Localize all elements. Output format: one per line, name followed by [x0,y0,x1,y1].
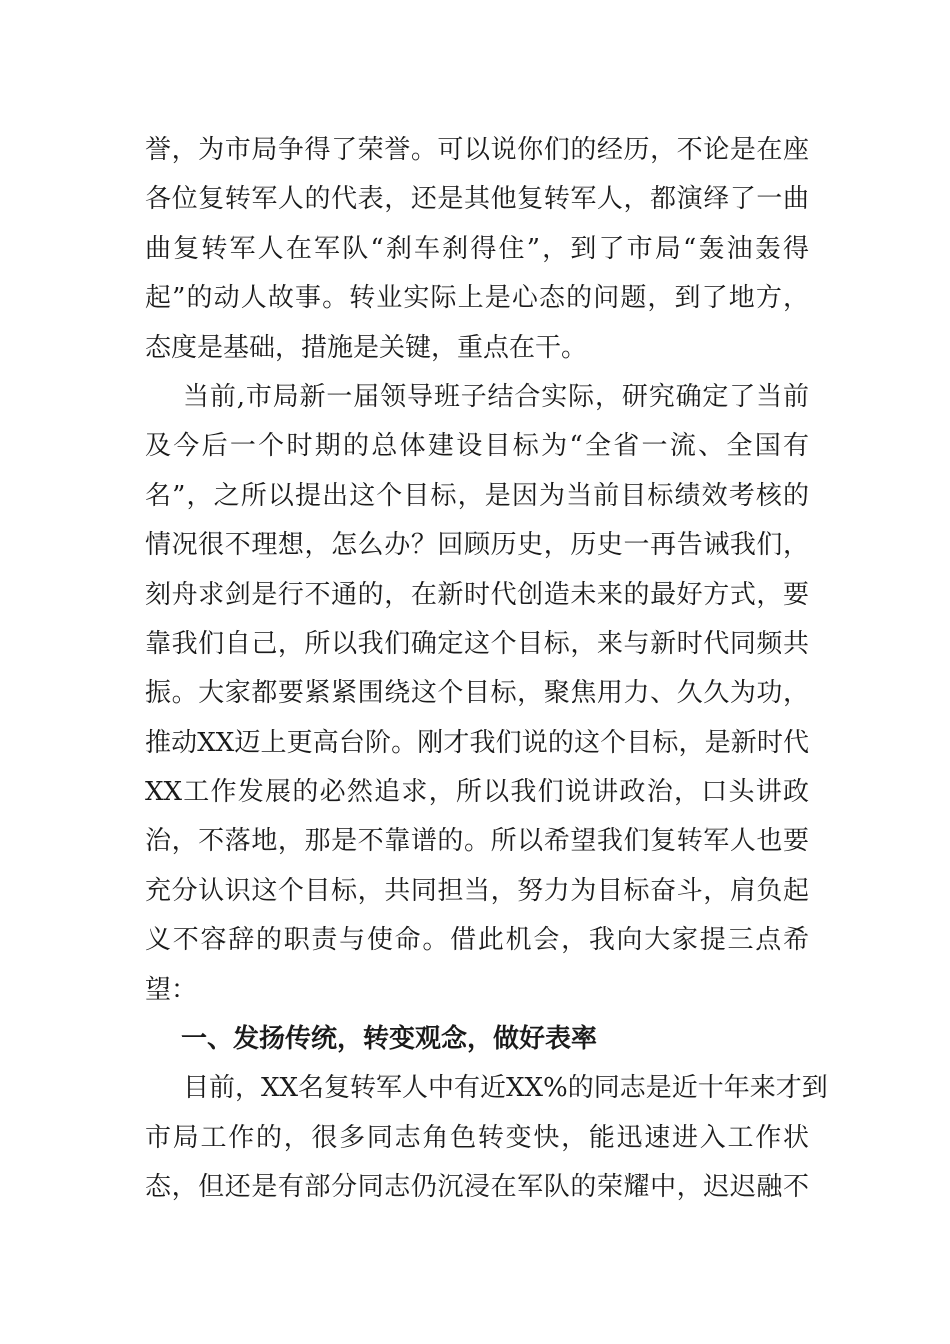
text-line: 刻舟求剑是行不通的，在新时代创造未来的最好方式，要 [145,579,809,610]
text-line: 态，但还是有部分同志仍沉浸在军队的荣耀中，迟迟融不 [145,1172,809,1203]
text-line: 治，不落地，那是不靠谱的。所以希望我们复转军人也要 [145,826,809,857]
text-line: 起”的动人故事。转业实际上是心态的问题，到了地方， [145,283,809,314]
text-line: 各位复转军人的代表，还是其他复转军人，都演绎了一曲 [145,184,809,215]
text-line: 推动XX迈上更高台阶。刚才我们说的这个目标，是新时代 [145,727,809,758]
text-line: 望： [145,974,198,1005]
paragraph [145,1064,828,1212]
text-line: 充分认识这个目标，共同担当，努力为目标奋斗，肩负起 [145,875,809,906]
document-body [145,126,828,1213]
text-line: 情况很不理想，怎么办？回顾历史，历史一再告诫我们， [145,530,809,561]
text-line: 义不容辞的职责与使命。借此机会，我向大家提三点希 [145,925,809,956]
text-line: 振。大家都要紧紧围绕这个目标，聚焦用力、久久为功， [145,678,809,709]
paragraph [145,373,809,1015]
text-line: XX工作发展的必然追求，所以我们说讲政治，口头讲政 [145,777,809,808]
text-line: 当前,市局新一届领导班子结合实际，研究确定了当前 [183,381,809,412]
text-line: 靠我们自己，所以我们确定这个目标，来与新时代同频共 [145,628,809,659]
text-line: 及今后一个时期的总体建设目标为“全省一流、全国有 [145,431,809,462]
text-line: 曲复转军人在军队“刹车刹得住”，到了市局“轰油轰得 [145,233,809,264]
text-line: 态度是基础，措施是关键，重点在干。 [145,332,588,363]
text-line: 市局工作的，很多同志角色转变快，能迅速进入工作状 [145,1122,809,1153]
text-line: 目前，XX名复转军人中有近XX%的同志是近十年来才到 [183,1073,828,1104]
section-heading: 一、发扬传统，转变观念，做好表率 [181,1024,598,1055]
text-line: 名”，之所以提出这个目标，是因为当前目标绩效考核的 [145,480,809,511]
paragraph [145,126,809,373]
text-line: 誉，为市局争得了荣誉。可以说你们的经历，不论是在座 [145,135,809,165]
